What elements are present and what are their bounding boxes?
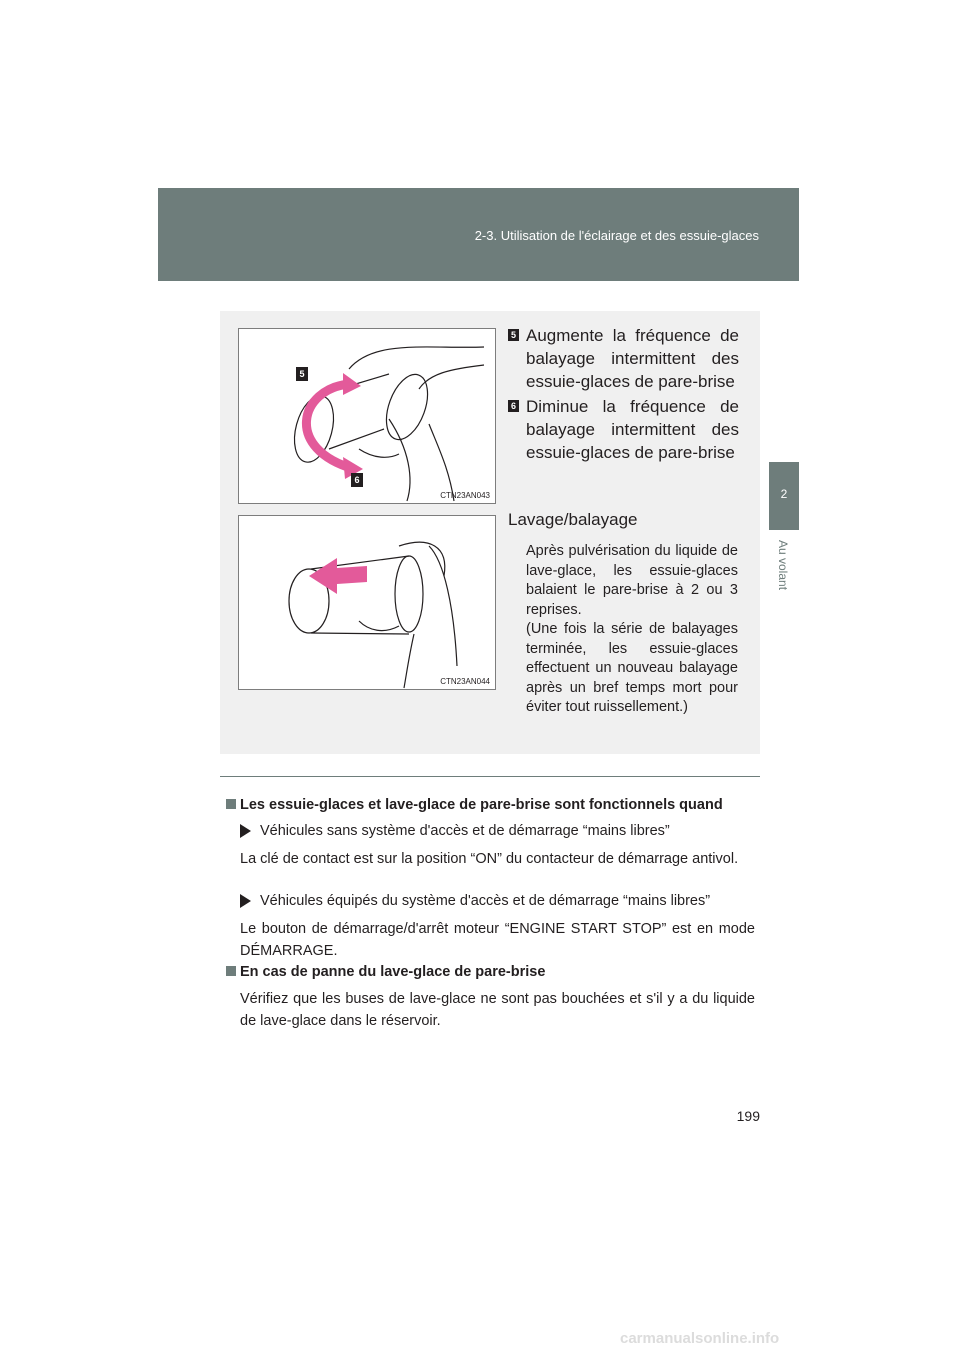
section-heading-operational: Les essuie-glaces et lave-glace de pare-brise sont fonctionnels quand <box>226 797 723 813</box>
item-number-5: 5 <box>508 329 519 341</box>
chapter-label: Au volant <box>776 540 790 591</box>
condition-smart-key <box>240 893 710 909</box>
callout-6: 6 <box>351 473 363 487</box>
figure-wash-wipe <box>238 515 496 690</box>
lavage-text-2: (Une fois la série de balayages terminée, les essuie-glaces effectuent un nouveau balayage après un bref temps mort pour éviter tout ruissellement.) <box>526 621 738 715</box>
item-5-text: Augmente la fréquence de balayage intermittent des essuie-glaces de pare-brise <box>526 326 739 391</box>
section-title: 2-3. Utilisation de l'éclairage et des essuie-glaces <box>474 228 759 243</box>
wiper-lever-illustration <box>239 329 495 503</box>
figure-code: CTN23AN044 <box>440 677 490 686</box>
chapter-number: 2 <box>780 487 788 501</box>
paragraph-ignition: La clé de contact est sur la position “ON” du contacteur de démarrage antivol. <box>240 851 739 867</box>
lavage-text-1: Après pulvérisation du liquide de lave-glace, les essuie-glaces balaient le pare-brise à 2 ou 3 reprises. <box>526 543 738 618</box>
divider <box>220 776 760 777</box>
condition-label: Véhicules sans système d'accès et de démarrage “mains libres” <box>260 823 670 839</box>
paragraph-failure: Vérifiez que les buses de lave-glace ne sont pas bouchées et s'il y a du liquide de lave-glace dans le réservoir. <box>240 991 755 1029</box>
chapter-header <box>158 188 799 281</box>
page-number: 199 <box>736 1108 760 1124</box>
condition-no-smart-key <box>240 823 670 839</box>
section-heading-failure: En cas de panne du lave-glace de pare-brise <box>226 964 545 980</box>
figure-code: CTN23AN043 <box>440 491 490 500</box>
lavage-title: Lavage/balayage <box>508 510 638 529</box>
washer-lever-illustration <box>239 516 495 689</box>
lavage-description <box>526 542 738 718</box>
watermark: carmanualsonline.info <box>620 1330 780 1347</box>
arrow-icon <box>240 824 251 838</box>
arrow-icon <box>240 894 251 908</box>
item-6-text: Diminue la fréquence de balayage intermittent des essuie-glaces de pare-brise <box>526 397 739 462</box>
figure-wiper-frequency <box>238 328 496 504</box>
chapter-label-container <box>768 540 798 620</box>
paragraph-engine-start: Le bouton de démarrage/d'arrêt moteur “ENGINE START STOP” est en mode DÉMARRAGE. <box>240 921 755 959</box>
callout-5: 5 <box>296 367 308 381</box>
item-number-6: 6 <box>508 400 519 412</box>
condition-label: Véhicules équipés du système d'accès et de démarrage “mains libres” <box>260 893 711 909</box>
